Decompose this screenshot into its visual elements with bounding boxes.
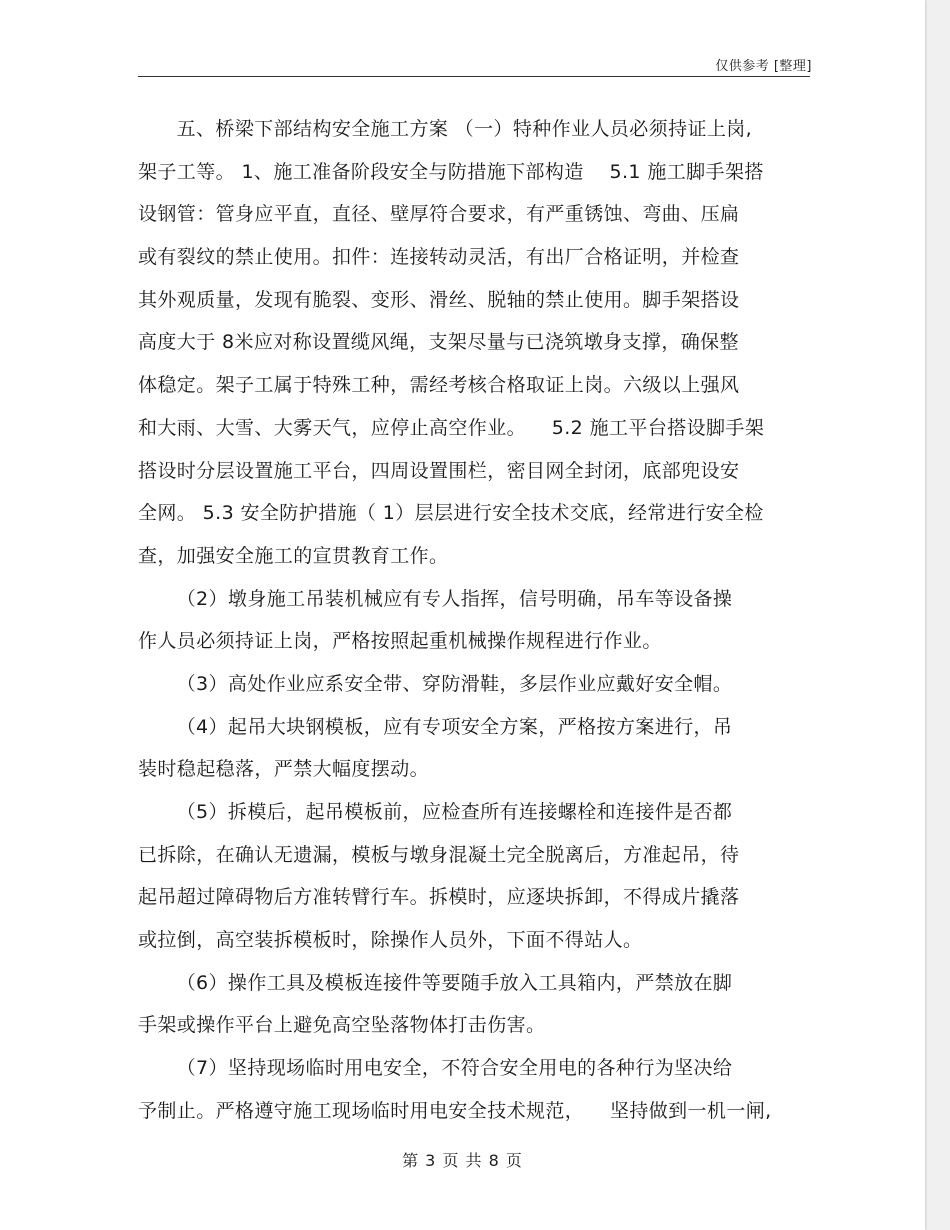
text-line: 查，加强安全施工的宣贯教育工作。 <box>138 544 449 567</box>
text-line: 高度大于 8米应对称设置缆风绳，支架尽量与已浇筑墩身支撑，确保整 <box>138 331 739 354</box>
page-number: 第 3 页 共 8 页 <box>402 1151 523 1170</box>
header-divider <box>138 76 810 77</box>
text-line: （4）起吊大块钢模板，应有专项安全方案，严格按方案进行，吊 <box>138 715 733 738</box>
text-line: 架子工等。 1、施工准备阶段安全与防措施下部构造 5.1 施工脚手架搭 <box>138 160 764 183</box>
text-line: 手架或操作平台上避免高空坠落物体打击伤害。 <box>138 1014 546 1037</box>
text-line: 作人员必须持证上岗，严格按照起重机械操作规程进行作业。 <box>138 630 662 653</box>
text-line: 起吊超过障碍物后方准转臂行车。拆模时，应逐块拆卸，不得成片撬落 <box>138 886 740 909</box>
text-line: 予制止。严格遵守施工现场临时用电安全技术规范， 坚持做到一机一闸, <box>138 1099 772 1122</box>
text-line: 其外观质量，发现有脆裂、变形、滑丝、脱轴的禁止使用。脚手架搭设 <box>138 288 740 311</box>
text-line: （3）高处作业应系安全带、穿防滑鞋，多层作业应戴好安全帽。 <box>138 672 733 695</box>
text-line: 搭设时分层设置施工平台，四周设置围栏，密目网全封闭，底部兜设安 <box>138 459 740 482</box>
text-line: 全网。 5.3 安全防护措施（ 1）层层进行安全技术交底，经常进行安全检 <box>138 502 764 525</box>
text-line: 五、桥梁下部结构安全施工方案 （一）特种作业人员必须持证上岗, <box>138 118 753 140</box>
text-line: 或拉倒，高空装拆模板时，除操作人员外，下面不得站人。 <box>138 929 643 952</box>
text-line: 已拆除，在确认无遗漏，模板与墩身混凝土完全脱离后，方准起吊，待 <box>138 843 740 866</box>
text-line: 或有裂纹的禁止使用。扣件：连接转动灵活，有出厂合格证明，并检查 <box>138 246 740 269</box>
text-line: （5）拆模后，起吊模板前，应检查所有连接螺栓和连接件是否都 <box>138 801 733 823</box>
text-line: 装时稳起稳落，严禁大幅度摆动。 <box>138 758 430 781</box>
text-line: 设钢管：管身应平直，直径、壁厚符合要求，有严重锈蚀、弯曲、压扁 <box>138 203 740 226</box>
text-line: （2）墩身施工吊装机械应有专人指挥，信号明确，吊车等设备操 <box>138 587 733 610</box>
text-line: （6）操作工具及模板连接件等要随手放入工具箱内，严禁放在脚 <box>138 971 733 994</box>
header-note: 仅供参考 [整理] <box>715 59 812 74</box>
text-line: 体稳定。架子工属于特殊工种，需经考核合格取证上岗。六级以上强风 <box>138 374 740 397</box>
text-line: （7）坚持现场临时用电安全，不符合安全用电的各种行为坚决给 <box>138 1057 733 1080</box>
body-text <box>138 108 810 1133</box>
text-line: 和大雨、大雪、大雾天气，应停止高空作业。 5.2 施工平台搭设脚手架 <box>138 416 765 439</box>
